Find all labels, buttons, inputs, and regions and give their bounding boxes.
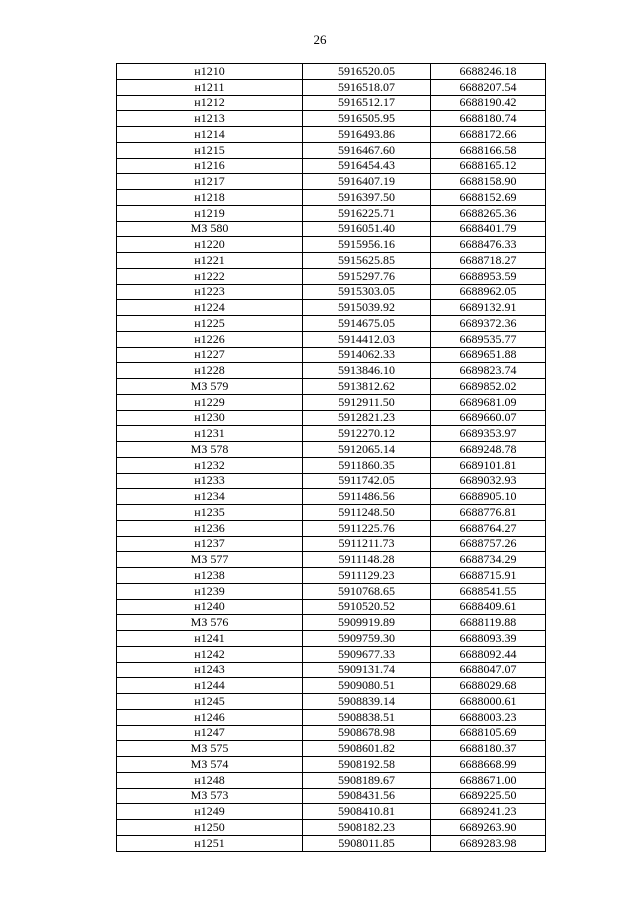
- x-coordinate-cell: 5913846.10: [303, 363, 431, 379]
- x-coordinate-cell: 5916512.17: [303, 95, 431, 111]
- point-id-cell: н1247: [117, 725, 303, 741]
- y-coordinate-cell: 6689225.50: [431, 788, 546, 804]
- table-row: [117, 363, 546, 379]
- x-coordinate-cell: 5916518.07: [303, 79, 431, 95]
- point-id-cell: н1221: [117, 253, 303, 269]
- table-row: [117, 678, 546, 694]
- table-row: [117, 835, 546, 851]
- y-coordinate-cell: 6689263.90: [431, 820, 546, 836]
- y-coordinate-cell: 6688757.26: [431, 536, 546, 552]
- y-coordinate-cell: 6688029.68: [431, 678, 546, 694]
- x-coordinate-cell: 5916454.43: [303, 158, 431, 174]
- x-coordinate-cell: 5914675.05: [303, 316, 431, 332]
- y-coordinate-cell: 6688105.69: [431, 725, 546, 741]
- y-coordinate-cell: 6688207.54: [431, 79, 546, 95]
- coordinates-table: [116, 63, 546, 852]
- table-row: [117, 757, 546, 773]
- y-coordinate-cell: 6688166.58: [431, 142, 546, 158]
- point-id-cell: н1232: [117, 457, 303, 473]
- point-id-cell: МЗ 579: [117, 379, 303, 395]
- y-coordinate-cell: 6689823.74: [431, 363, 546, 379]
- y-coordinate-cell: 6689132.91: [431, 300, 546, 316]
- x-coordinate-cell: 5911248.50: [303, 505, 431, 521]
- y-coordinate-cell: 6688092.44: [431, 646, 546, 662]
- point-id-cell: н1235: [117, 505, 303, 521]
- point-id-cell: н1234: [117, 489, 303, 505]
- table-row: [117, 79, 546, 95]
- x-coordinate-cell: 5912911.50: [303, 394, 431, 410]
- point-id-cell: н1225: [117, 316, 303, 332]
- y-coordinate-cell: 6688152.69: [431, 190, 546, 206]
- point-id-cell: н1214: [117, 127, 303, 143]
- x-coordinate-cell: 5912270.12: [303, 426, 431, 442]
- y-coordinate-cell: 6688668.99: [431, 757, 546, 773]
- point-id-cell: н1237: [117, 536, 303, 552]
- x-coordinate-cell: 5908678.98: [303, 725, 431, 741]
- point-id-cell: н1219: [117, 205, 303, 221]
- table-row: [117, 457, 546, 473]
- point-id-cell: н1222: [117, 268, 303, 284]
- table-row: [117, 410, 546, 426]
- y-coordinate-cell: 6689852.02: [431, 379, 546, 395]
- coordinates-table-body: [117, 64, 546, 852]
- point-id-cell: н1211: [117, 79, 303, 95]
- point-id-cell: н1230: [117, 410, 303, 426]
- x-coordinate-cell: 5909919.89: [303, 615, 431, 631]
- y-coordinate-cell: 6688541.55: [431, 583, 546, 599]
- y-coordinate-cell: 6688776.81: [431, 505, 546, 521]
- x-coordinate-cell: 5916467.60: [303, 142, 431, 158]
- table-row: [117, 347, 546, 363]
- y-coordinate-cell: 6688165.12: [431, 158, 546, 174]
- y-coordinate-cell: 6688172.66: [431, 127, 546, 143]
- y-coordinate-cell: 6688180.74: [431, 111, 546, 127]
- point-id-cell: МЗ 578: [117, 442, 303, 458]
- point-id-cell: МЗ 576: [117, 615, 303, 631]
- point-id-cell: МЗ 575: [117, 741, 303, 757]
- x-coordinate-cell: 5908601.82: [303, 741, 431, 757]
- x-coordinate-cell: 5908410.81: [303, 804, 431, 820]
- table-row: [117, 804, 546, 820]
- y-coordinate-cell: 6688401.79: [431, 221, 546, 237]
- table-row: [117, 505, 546, 521]
- point-id-cell: н1236: [117, 520, 303, 536]
- table-row: [117, 331, 546, 347]
- y-coordinate-cell: 6689353.97: [431, 426, 546, 442]
- table-row: [117, 662, 546, 678]
- point-id-cell: н1246: [117, 709, 303, 725]
- x-coordinate-cell: 5908839.14: [303, 694, 431, 710]
- x-coordinate-cell: 5916051.40: [303, 221, 431, 237]
- point-id-cell: н1224: [117, 300, 303, 316]
- x-coordinate-cell: 5909080.51: [303, 678, 431, 694]
- table-row: [117, 631, 546, 647]
- point-id-cell: н1223: [117, 284, 303, 300]
- point-id-cell: н1243: [117, 662, 303, 678]
- x-coordinate-cell: 5908182.23: [303, 820, 431, 836]
- table-row: [117, 174, 546, 190]
- y-coordinate-cell: 6688718.27: [431, 253, 546, 269]
- y-coordinate-cell: 6689651.88: [431, 347, 546, 363]
- point-id-cell: н1217: [117, 174, 303, 190]
- x-coordinate-cell: 5911742.05: [303, 473, 431, 489]
- x-coordinate-cell: 5908189.67: [303, 772, 431, 788]
- y-coordinate-cell: 6688093.39: [431, 631, 546, 647]
- table-row: [117, 284, 546, 300]
- table-row: [117, 646, 546, 662]
- point-id-cell: МЗ 573: [117, 788, 303, 804]
- x-coordinate-cell: 5909677.33: [303, 646, 431, 662]
- x-coordinate-cell: 5916505.95: [303, 111, 431, 127]
- y-coordinate-cell: 6688047.07: [431, 662, 546, 678]
- point-id-cell: н1228: [117, 363, 303, 379]
- x-coordinate-cell: 5915956.16: [303, 237, 431, 253]
- table-row: [117, 583, 546, 599]
- y-coordinate-cell: 6688180.37: [431, 741, 546, 757]
- table-row: [117, 158, 546, 174]
- table-row: [117, 205, 546, 221]
- table-row: [117, 426, 546, 442]
- y-coordinate-cell: 6688246.18: [431, 64, 546, 80]
- table-row: [117, 95, 546, 111]
- x-coordinate-cell: 5911211.73: [303, 536, 431, 552]
- x-coordinate-cell: 5915625.85: [303, 253, 431, 269]
- table-row: [117, 694, 546, 710]
- x-coordinate-cell: 5916225.71: [303, 205, 431, 221]
- table-row: [117, 568, 546, 584]
- point-id-cell: н1244: [117, 678, 303, 694]
- table-row: [117, 709, 546, 725]
- x-coordinate-cell: 5911225.76: [303, 520, 431, 536]
- table-row: [117, 316, 546, 332]
- point-id-cell: н1210: [117, 64, 303, 80]
- point-id-cell: н1229: [117, 394, 303, 410]
- y-coordinate-cell: 6689032.93: [431, 473, 546, 489]
- x-coordinate-cell: 5912065.14: [303, 442, 431, 458]
- y-coordinate-cell: 6689283.98: [431, 835, 546, 851]
- x-coordinate-cell: 5916493.86: [303, 127, 431, 143]
- point-id-cell: н1218: [117, 190, 303, 206]
- x-coordinate-cell: 5911486.56: [303, 489, 431, 505]
- point-id-cell: МЗ 580: [117, 221, 303, 237]
- table-row: [117, 64, 546, 80]
- x-coordinate-cell: 5916520.05: [303, 64, 431, 80]
- x-coordinate-cell: 5915303.05: [303, 284, 431, 300]
- y-coordinate-cell: 6688715.91: [431, 568, 546, 584]
- point-id-cell: н1240: [117, 599, 303, 615]
- table-row: [117, 379, 546, 395]
- y-coordinate-cell: 6688671.00: [431, 772, 546, 788]
- x-coordinate-cell: 5915297.76: [303, 268, 431, 284]
- x-coordinate-cell: 5908011.85: [303, 835, 431, 851]
- point-id-cell: н1248: [117, 772, 303, 788]
- point-id-cell: н1215: [117, 142, 303, 158]
- table-row: [117, 253, 546, 269]
- table-row: [117, 221, 546, 237]
- y-coordinate-cell: 6688190.42: [431, 95, 546, 111]
- table-row: [117, 772, 546, 788]
- x-coordinate-cell: 5915039.92: [303, 300, 431, 316]
- page-number: 26: [313, 32, 327, 47]
- table-row: [117, 615, 546, 631]
- y-coordinate-cell: 6688003.23: [431, 709, 546, 725]
- table-row: [117, 300, 546, 316]
- point-id-cell: н1231: [117, 426, 303, 442]
- point-id-cell: н1220: [117, 237, 303, 253]
- point-id-cell: МЗ 574: [117, 757, 303, 773]
- y-coordinate-cell: 6688905.10: [431, 489, 546, 505]
- x-coordinate-cell: 5916407.19: [303, 174, 431, 190]
- y-coordinate-cell: 6688119.88: [431, 615, 546, 631]
- x-coordinate-cell: 5909759.30: [303, 631, 431, 647]
- table-row: [117, 725, 546, 741]
- point-id-cell: н1239: [117, 583, 303, 599]
- table-row: [117, 127, 546, 143]
- y-coordinate-cell: 6689535.77: [431, 331, 546, 347]
- x-coordinate-cell: 5911860.35: [303, 457, 431, 473]
- point-id-cell: н1250: [117, 820, 303, 836]
- x-coordinate-cell: 5908838.51: [303, 709, 431, 725]
- y-coordinate-cell: 6688764.27: [431, 520, 546, 536]
- table-row: [117, 442, 546, 458]
- point-id-cell: н1245: [117, 694, 303, 710]
- y-coordinate-cell: 6689101.81: [431, 457, 546, 473]
- x-coordinate-cell: 5913812.62: [303, 379, 431, 395]
- y-coordinate-cell: 6688476.33: [431, 237, 546, 253]
- point-id-cell: н1251: [117, 835, 303, 851]
- y-coordinate-cell: 6689241.23: [431, 804, 546, 820]
- point-id-cell: н1242: [117, 646, 303, 662]
- point-id-cell: н1226: [117, 331, 303, 347]
- y-coordinate-cell: 6689248.78: [431, 442, 546, 458]
- x-coordinate-cell: 5916397.50: [303, 190, 431, 206]
- x-coordinate-cell: 5910768.65: [303, 583, 431, 599]
- table-row: [117, 394, 546, 410]
- x-coordinate-cell: 5911148.28: [303, 552, 431, 568]
- table-row: [117, 489, 546, 505]
- table-row: [117, 473, 546, 489]
- x-coordinate-cell: 5908431.56: [303, 788, 431, 804]
- x-coordinate-cell: 5908192.58: [303, 757, 431, 773]
- table-row: [117, 142, 546, 158]
- y-coordinate-cell: 6688962.05: [431, 284, 546, 300]
- y-coordinate-cell: 6688000.61: [431, 694, 546, 710]
- x-coordinate-cell: 5914412.03: [303, 331, 431, 347]
- x-coordinate-cell: 5910520.52: [303, 599, 431, 615]
- table-row: [117, 520, 546, 536]
- y-coordinate-cell: 6689660.07: [431, 410, 546, 426]
- point-id-cell: н1249: [117, 804, 303, 820]
- point-id-cell: н1238: [117, 568, 303, 584]
- table-row: [117, 741, 546, 757]
- table-row: [117, 190, 546, 206]
- table-row: [117, 599, 546, 615]
- y-coordinate-cell: 6689681.09: [431, 394, 546, 410]
- y-coordinate-cell: 6688265.36: [431, 205, 546, 221]
- x-coordinate-cell: 5914062.33: [303, 347, 431, 363]
- point-id-cell: н1213: [117, 111, 303, 127]
- point-id-cell: н1216: [117, 158, 303, 174]
- table-row: [117, 820, 546, 836]
- point-id-cell: МЗ 577: [117, 552, 303, 568]
- table-row: [117, 237, 546, 253]
- x-coordinate-cell: 5912821.23: [303, 410, 431, 426]
- y-coordinate-cell: 6688158.90: [431, 174, 546, 190]
- table-row: [117, 268, 546, 284]
- point-id-cell: н1241: [117, 631, 303, 647]
- y-coordinate-cell: 6688953.59: [431, 268, 546, 284]
- table-row: [117, 111, 546, 127]
- table-row: [117, 552, 546, 568]
- point-id-cell: н1233: [117, 473, 303, 489]
- point-id-cell: н1212: [117, 95, 303, 111]
- y-coordinate-cell: 6688409.61: [431, 599, 546, 615]
- y-coordinate-cell: 6689372.36: [431, 316, 546, 332]
- table-row: [117, 788, 546, 804]
- table-row: [117, 536, 546, 552]
- x-coordinate-cell: 5909131.74: [303, 662, 431, 678]
- x-coordinate-cell: 5911129.23: [303, 568, 431, 584]
- y-coordinate-cell: 6688734.29: [431, 552, 546, 568]
- point-id-cell: н1227: [117, 347, 303, 363]
